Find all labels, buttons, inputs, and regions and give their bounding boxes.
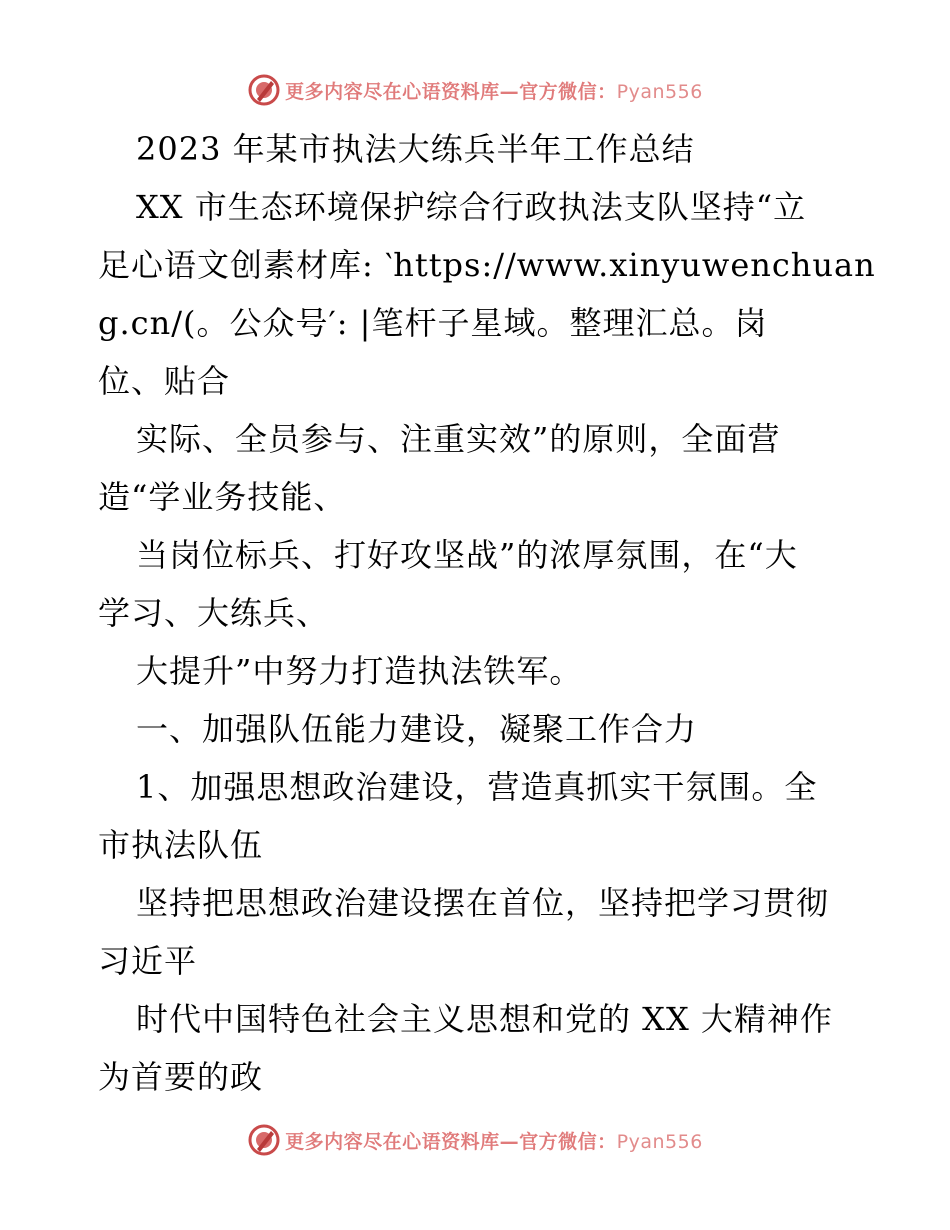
document-line: 实际、全员参与、注重实效”的原则，全面营	[136, 420, 781, 458]
pen-logo-icon	[247, 73, 281, 107]
document-body	[98, 120, 876, 1106]
pen-logo-icon	[247, 1123, 281, 1157]
watermark-footer	[0, 1120, 950, 1160]
watermark-text: 更多内容尽在心语资料库—官方微信：Pyan556	[285, 1130, 703, 1153]
document-line: 大提升”中努力打造执法铁军。	[136, 652, 583, 690]
document-line: g.cn/(。公众号′: |笔杆子星域。整理汇总。岗	[98, 304, 768, 342]
document-line: 习近平	[98, 942, 198, 980]
document-line: 2023 年某市执法大练兵半年工作总结	[136, 130, 695, 168]
watermark-header	[0, 70, 950, 110]
document-line: 学习、大练兵、	[98, 594, 330, 632]
document-line: 一、加强队伍能力建设，凝聚工作合力	[136, 710, 698, 748]
document-line: 为首要的政	[98, 1058, 264, 1096]
document-line: 足心语文创素材库: ‵https://www.xinyuwenchuan	[98, 246, 876, 284]
document-line: XX 市生态环境保护综合行政执法支队坚持“立	[136, 188, 807, 226]
document-line: 市执法队伍	[98, 826, 264, 864]
document-line: 造“学业务技能、	[98, 478, 347, 516]
document-line: 时代中国特色社会主义思想和党的 XX 大精神作	[136, 1000, 833, 1038]
watermark-text: 更多内容尽在心语资料库—官方微信：Pyan556	[285, 80, 703, 103]
document-line: 当岗位标兵、打好攻坚战”的浓厚氛围，在“大	[136, 536, 798, 574]
document-line: 1、加强思想政治建设，营造真抓实干氛围。全	[136, 768, 818, 806]
document-line: 位、贴合	[98, 362, 231, 400]
document-line: 坚持把思想政治建设摆在首位，坚持把学习贯彻	[136, 884, 830, 922]
